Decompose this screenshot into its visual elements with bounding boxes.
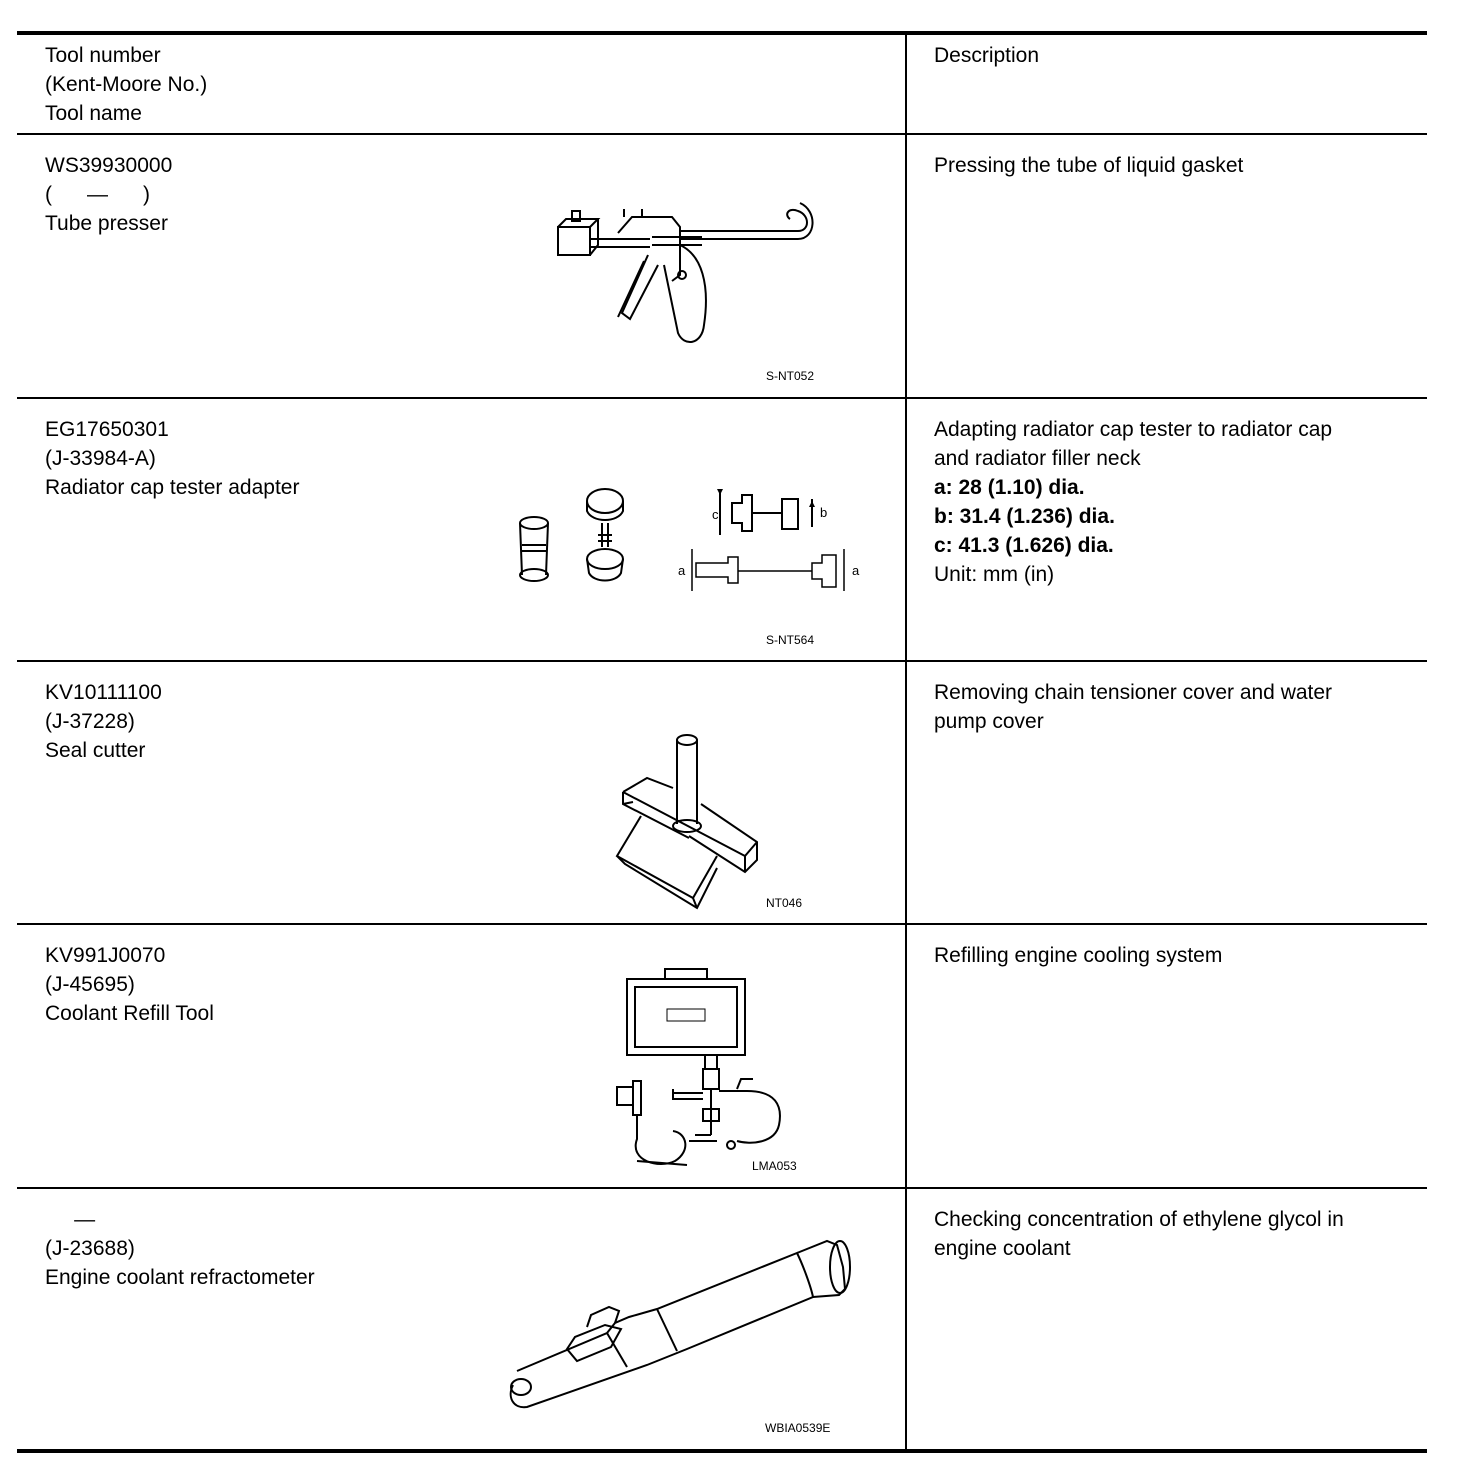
dimension-a: a: 28 (1.10) dia. — [934, 476, 1085, 499]
kent-moore-number: (J-37228) — [45, 710, 135, 733]
tool-number: — — [45, 1208, 96, 1231]
dimension-c: c: 41.3 (1.626) dia. — [934, 534, 1114, 557]
dim-label-c: c — [712, 507, 719, 522]
figure-code: NT046 — [766, 896, 803, 910]
table-row — [17, 925, 1427, 1189]
figure-code: S-NT564 — [766, 633, 815, 647]
description-line: Adapting radiator cap tester to radiator cap — [934, 418, 1333, 441]
table-row — [17, 662, 1427, 925]
header-description: Description — [934, 44, 1040, 67]
description-line: Removing chain tensioner cover and water — [934, 681, 1333, 704]
header-row — [17, 35, 1427, 135]
table-row — [17, 135, 1427, 399]
tool-info — [45, 678, 162, 765]
description-line: and radiator filler neck — [934, 447, 1141, 470]
tool-number: EG17650301 — [45, 418, 169, 441]
tool-info — [45, 1205, 315, 1292]
tool-name: Radiator cap tester adapter — [45, 476, 300, 499]
table-bottom-rule — [17, 1449, 1427, 1453]
tool-info — [45, 151, 172, 238]
header-tool-number: Tool number — [45, 44, 161, 67]
tool-name: Coolant Refill Tool — [45, 1002, 214, 1025]
kent-moore-number: (J-33984-A) — [45, 447, 156, 470]
dim-label-a-left: a — [678, 563, 686, 578]
coolant-refill-tool-icon — [607, 965, 807, 1170]
tool-description — [934, 151, 1404, 180]
tool-number: WS39930000 — [45, 154, 173, 177]
tool-description — [934, 678, 1404, 736]
table-row — [17, 1189, 1427, 1449]
column-divider — [905, 35, 907, 1449]
tool-description — [934, 415, 1404, 589]
dim-label-a-right: a — [852, 563, 860, 578]
table-row — [17, 399, 1427, 662]
header-kent-moore: (Kent-Moore No.) — [45, 73, 208, 96]
kent-moore-number: (J-23688) — [45, 1237, 135, 1260]
figure-code: LMA053 — [752, 1159, 797, 1173]
radiator-cap-adapter-icon — [502, 479, 862, 609]
header-tool-column — [45, 41, 207, 128]
kent-moore-number: (J-45695) — [45, 973, 135, 996]
description-line: Refilling engine cooling system — [934, 944, 1223, 967]
tool-description — [934, 941, 1404, 970]
description-line: engine coolant — [934, 1237, 1071, 1260]
kent-moore-number: ( — ) — [45, 183, 150, 206]
unit-note: Unit: mm (in) — [934, 563, 1055, 586]
figure-code: WBIA0539E — [765, 1421, 831, 1435]
tool-number: KV991J0070 — [45, 944, 166, 967]
dim-label-b: b — [820, 505, 828, 520]
figure-code: S-NT052 — [766, 369, 815, 383]
description-line: Checking concentration of ethylene glycol in — [934, 1208, 1344, 1231]
refractometer-icon — [507, 1237, 857, 1412]
tool-name: Tube presser — [45, 212, 168, 235]
seal-cutter-icon — [607, 732, 767, 917]
tube-presser-icon — [552, 205, 812, 355]
header-tool-name: Tool name — [45, 102, 142, 125]
description-line: pump cover — [934, 710, 1044, 733]
tool-info — [45, 941, 214, 1028]
tool-info — [45, 415, 299, 502]
tool-number: KV10111100 — [45, 681, 162, 704]
dimension-b: b: 31.4 (1.236) dia. — [934, 505, 1115, 528]
tool-name: Engine coolant refractometer — [45, 1266, 315, 1289]
tool-description — [934, 1205, 1404, 1263]
description-line: Pressing the tube of liquid gasket — [934, 154, 1244, 177]
tool-name: Seal cutter — [45, 739, 146, 762]
